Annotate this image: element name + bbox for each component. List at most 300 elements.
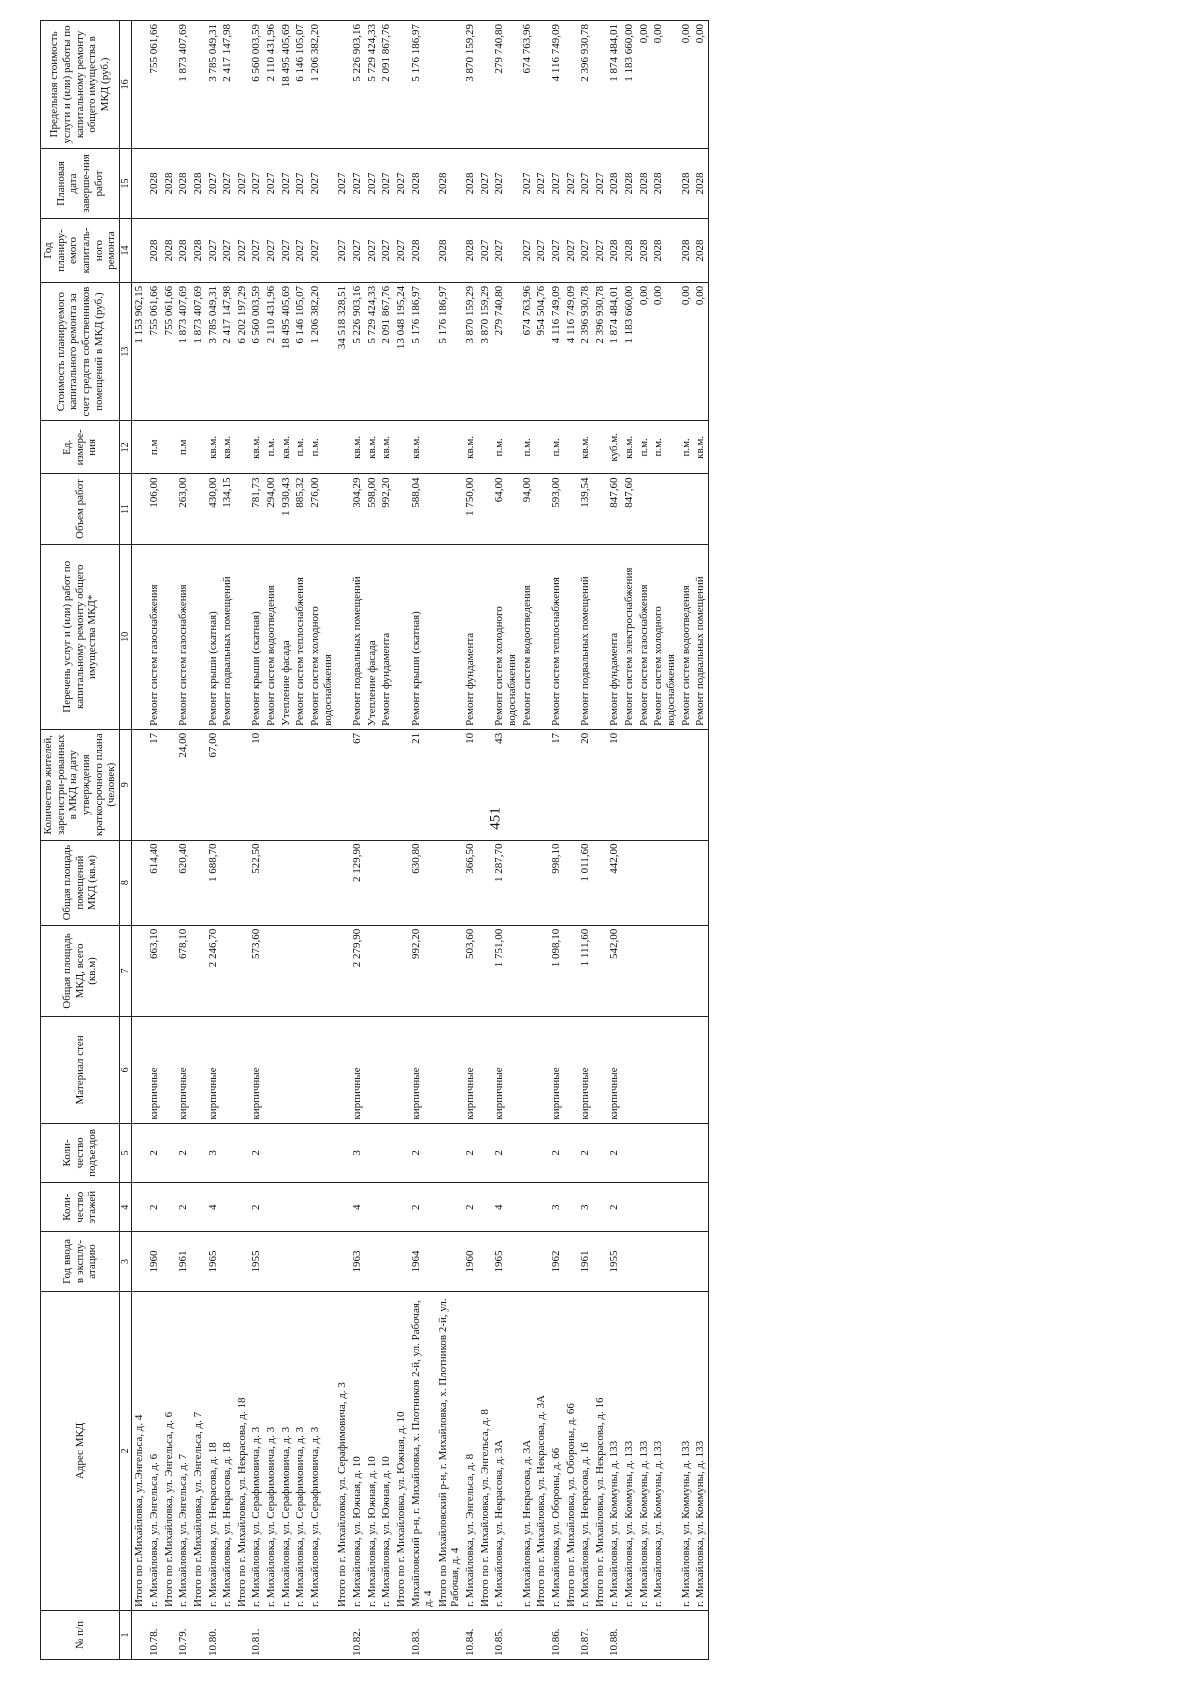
table-cell: п.м [176,421,191,474]
table-cell: 2027 [578,148,593,218]
table-cell [379,1123,394,1183]
table-cell: 10 [607,729,622,840]
table-cell: 3 [578,1183,593,1232]
table-cell: 2 396 930,78 [578,21,593,149]
table-cell: кирпичные [409,1017,436,1123]
table-cell: 2 279,90 [350,925,365,1017]
table-cell: 2 [147,1123,162,1183]
table-cell: Итого по г. Михайловка, ул. Некрасова, д. 18 [235,1291,250,1610]
table-cell: Ремонт подвальных помещений [220,544,235,729]
table-cell: 1 751,00 [492,925,519,1017]
table-cell: 2027 [394,219,409,283]
table-row [549,21,564,1660]
table-cell: 2028 [693,148,708,218]
table-cell [693,1611,708,1660]
table-cell: 2027 [379,219,394,283]
table-cell: г. Михайловка, ул. Энгельса, д. 7 [176,1291,191,1610]
table-cell: 10.78. [147,1611,162,1660]
table-cell: 2 [492,1123,519,1183]
table-cell [308,1232,335,1292]
table-cell: 674 763,96 [520,21,535,149]
table-cell [478,1183,493,1232]
table-cell: г. Михайловка, ул. Энгельса, д. 6 [147,1291,162,1610]
table-cell: 2028 [436,219,463,283]
table-cell [220,1611,235,1660]
table-cell [593,544,608,729]
table-cell: Ремонт фундамента [463,544,478,729]
table-cell: 1964 [409,1232,436,1292]
column-number: 15 [119,148,132,218]
table-cell [162,925,177,1017]
table-cell [162,1183,177,1232]
table-cell: 5 226 903,16 [350,282,365,420]
table-cell [235,421,250,474]
table-cell [365,925,380,1017]
table-cell: 34 518 328,51 [335,282,350,420]
table-cell: 2 [147,1183,162,1232]
table-cell [651,1611,678,1660]
table-cell: 2028 [637,219,652,283]
table-cell: Ремонт систем теплоснабжения [293,544,308,729]
table-cell: 2027 [264,148,279,218]
table-cell [379,1232,394,1292]
table-cell [264,729,279,840]
table-cell [622,729,637,840]
table-cell [379,1017,394,1123]
table-cell [478,840,493,925]
table-cell [520,840,535,925]
table-cell: 2 417 147,98 [220,282,235,420]
table-row [436,21,463,1660]
table-cell [622,840,637,925]
table-cell [478,21,493,149]
table-cell [335,544,350,729]
table-cell: кирпичные [350,1017,365,1123]
table-cell: 2028 [463,219,478,283]
table-cell: 2028 [191,148,206,218]
table-cell [394,1123,409,1183]
table-cell: Итого по г. Михайловка, ул. Некрасова, д. 3А [534,1291,549,1610]
table-cell: 2028 [607,219,622,283]
table-cell: 1 153 962,15 [132,282,147,420]
table-cell: 2027 [206,148,221,218]
table-cell: 2 [549,1123,564,1183]
table-cell [191,421,206,474]
table-cell: кирпичные [578,1017,593,1123]
table-cell: 2027 [520,219,535,283]
table-cell [534,1017,549,1123]
table-cell: 674 763,96 [520,282,535,420]
table-cell: 2027 [394,148,409,218]
table-cell: кв.м. [206,421,221,474]
table-cell [436,925,463,1017]
table-cell [308,1123,335,1183]
table-cell: 2027 [492,219,519,283]
table-cell: 588,04 [409,474,436,544]
table-cell [520,925,535,1017]
table-cell: 0,00 [637,282,652,420]
table-cell: Ремонт подвальных помещений [578,544,593,729]
table-cell: 2 [578,1123,593,1183]
column-number: 10 [119,544,132,729]
table-row [679,21,694,1660]
table-cell: г. Михайловка, ул. Некрасова, д. 18 [206,1291,221,1610]
table-cell: п.м. [520,421,535,474]
table-cell: Ремонт систем электроснабжения [622,544,637,729]
table-cell: Итого по г. Михайловка, ул. Некрасова, д. 16 [593,1291,608,1610]
table-row [593,21,608,1660]
table-cell [308,840,335,925]
table-cell [693,840,708,925]
table-cell: 3 785 049,31 [206,282,221,420]
table-cell [264,1232,279,1292]
table-cell: 593,00 [549,474,564,544]
table-cell [564,840,579,925]
table-cell: 2028 [622,148,637,218]
table-cell: 630,80 [409,840,436,925]
table-cell: 366,50 [463,840,478,925]
table-cell: 2 396 930,78 [578,282,593,420]
table-cell: 2 246,70 [206,925,221,1017]
table-cell: Итого по г.Михайловка, ул. Энгельса, д. 7 [191,1291,206,1610]
table-cell: кв.м. [350,421,365,474]
table-cell: 3 870 159,29 [463,21,478,149]
table-cell [534,840,549,925]
table-cell [191,925,206,1017]
table-cell: 2028 [409,219,436,283]
table-cell: г. Михайловка, ул. Южная, д. 10 [365,1291,380,1610]
table-cell: 4 116 749,09 [564,282,579,420]
table-cell [651,925,678,1017]
table-cell: 2028 [693,219,708,283]
table-cell: п.м. [637,421,652,474]
table-cell: 442,00 [607,840,622,925]
table-cell [308,729,335,840]
table-cell: 10.79. [176,1611,191,1660]
table-cell: Михайловский р-н, г. Михайловка, х. Плотников 2-й, ул. Рабочая, д. 4 [409,1291,436,1610]
table-cell [293,925,308,1017]
table-cell: 21 [409,729,436,840]
table-cell [293,1017,308,1123]
table-cell [622,1611,637,1660]
table-cell [394,474,409,544]
table-cell [520,1611,535,1660]
table-cell: 2028 [162,148,177,218]
table-cell: Ремонт систем газоснабжения [637,544,652,729]
table-cell [520,1232,535,1292]
table-cell: 2027 [220,148,235,218]
table-row [463,21,478,1660]
table-row [206,21,221,1660]
table-cell: 2028 [651,148,678,218]
table-cell: 2027 [478,148,493,218]
table-cell [191,1123,206,1183]
table-cell [693,925,708,1017]
table-cell: 94,00 [520,474,535,544]
table-cell: п.м [147,421,162,474]
table-cell: г. Михайловка, ул. Коммуны, д. 133 [651,1291,678,1610]
table-cell [593,21,608,149]
table-cell [335,1232,350,1292]
table-cell: п.м. [651,421,678,474]
table-cell: 304,29 [350,474,365,544]
table-cell [436,1183,463,1232]
table-cell [162,1611,177,1660]
table-row [622,21,637,1660]
table-cell [564,729,579,840]
table-cell: 67,00 [206,729,221,840]
table-row [520,21,535,1660]
table-cell: 2027 [308,148,335,218]
table-cell: 10.84. [463,1611,478,1660]
table-row [409,21,436,1660]
table-cell [593,1123,608,1183]
table-row [132,21,147,1660]
table-cell [365,1017,380,1123]
table-cell: 2027 [235,148,250,218]
table-cell: 67 [350,729,365,840]
table-cell: 2027 [308,219,335,283]
table-cell [132,148,147,218]
table-cell [651,474,678,544]
table-cell [279,840,294,925]
table-cell: г. Михайловка, ул. Серафимовича, д. 3 [279,1291,294,1610]
table-cell: 1 930,43 [279,474,294,544]
table-cell: 503,60 [463,925,478,1017]
table-cell [622,1232,637,1292]
table-cell [279,1611,294,1660]
table-cell [637,925,652,1017]
table-cell [293,1232,308,1292]
table-cell: 2027 [293,219,308,283]
table-cell [436,1123,463,1183]
table-cell: 10.88. [607,1611,622,1660]
table-cell: 2 091 867,76 [379,21,394,149]
table-row [564,21,579,1660]
table-cell: 10.83. [409,1611,436,1660]
table-cell: 2027 [478,219,493,283]
table-cell: 4 [350,1183,365,1232]
table-cell: 755 061,66 [147,21,162,149]
column-header: Предельная стоимость услуги и (или) работы по капитальному ремонту общего имущества в МКД (руб.) [41,21,120,149]
table-cell [534,544,549,729]
table-cell [220,1183,235,1232]
table-cell [478,1232,493,1292]
table-cell [162,1123,177,1183]
table-cell [191,1232,206,1292]
table-cell [679,729,694,840]
table-cell: п.м. [308,421,335,474]
table-cell [564,544,579,729]
table-cell [679,474,694,544]
table-cell: г. Михайловка, ул. Некрасова, д. 16 [578,1291,593,1610]
table-cell [394,544,409,729]
table-cell: 106,00 [147,474,162,544]
table-cell: 522,50 [249,840,264,925]
table-cell [394,1183,409,1232]
table-cell: 5 729 424,33 [365,21,380,149]
table-cell: 2 [607,1123,622,1183]
table-cell [335,729,350,840]
table-cell [534,925,549,1017]
table-cell: 18 495 405,69 [279,21,294,149]
table-cell: 2028 [147,219,162,283]
table-cell: п.м. [293,421,308,474]
table-cell: 3 870 159,29 [478,282,493,420]
table-cell: 1961 [578,1232,593,1292]
table-cell [651,1017,678,1123]
table-cell: 2027 [564,219,579,283]
table-cell: 6 560 003,59 [249,282,264,420]
table-cell [293,1123,308,1183]
table-cell: кирпичные [607,1017,622,1123]
table-cell: 17 [147,729,162,840]
table-cell: 6 146 105,07 [293,282,308,420]
table-cell [132,421,147,474]
table-cell: 10.85. [492,1611,519,1660]
table-cell: 2027 [279,219,294,283]
table-cell [622,925,637,1017]
table-cell: п.м. [549,421,564,474]
table-cell: 10.81. [249,1611,264,1660]
table-cell [534,729,549,840]
table-cell: 6 560 003,59 [249,21,264,149]
table-cell: 1 874 484,01 [607,21,622,149]
table-cell [478,474,493,544]
table-cell [335,840,350,925]
table-cell [593,474,608,544]
table-cell: п.м. [264,421,279,474]
table-cell: 5 226 903,16 [350,21,365,149]
table-cell: 678,10 [176,925,191,1017]
table-cell: 1 750,00 [463,474,478,544]
table-cell: 2028 [162,219,177,283]
table-cell: 0,00 [693,282,708,420]
table-cell [335,1183,350,1232]
table-cell: 10.86. [549,1611,564,1660]
table-row [693,21,708,1660]
table-cell [308,1183,335,1232]
column-number: 16 [119,21,132,149]
table-cell: Ремонт крыши (скатная) [249,544,264,729]
table-cell [478,544,493,729]
table-cell [220,1123,235,1183]
table-cell [693,729,708,840]
capital-repair-table [40,20,709,1660]
table-cell: 2 [409,1123,436,1183]
table-row [394,21,409,1660]
table-cell: 2 [409,1183,436,1232]
table-cell: 24,00 [176,729,191,840]
table-cell [637,1183,652,1232]
table-cell: 2 396 930,78 [593,282,608,420]
table-cell: 2027 [534,219,549,283]
table-cell [335,421,350,474]
table-cell: 2 [607,1183,622,1232]
table-cell: 2028 [463,148,478,218]
table-cell: кирпичные [147,1017,162,1123]
table-cell: 755 061,66 [147,282,162,420]
table-cell: 2 091 867,76 [379,282,394,420]
table-cell: 279 740,80 [492,21,519,149]
page-number: 451 [487,807,504,830]
table-cell: 2 [463,1123,478,1183]
table-cell: 5 729 424,33 [365,282,380,420]
table-cell [162,840,177,925]
table-cell [279,925,294,1017]
table-cell [520,1183,535,1232]
table-cell: 1 287,70 [492,840,519,925]
table-cell [436,1232,463,1292]
table-cell: Ремонт систем водоотведения [520,544,535,729]
table-cell [308,925,335,1017]
table-cell: 2028 [637,148,652,218]
table-cell: 2028 [176,219,191,283]
table-cell: 2028 [651,219,678,283]
table-cell: 2 [176,1183,191,1232]
table-cell: 1 183 660,00 [622,21,637,149]
table-cell: 2027 [549,148,564,218]
table-cell: 1965 [206,1232,221,1292]
table-cell: 2027 [593,219,608,283]
column-header: Материал стен [41,1017,120,1123]
table-cell: Итого по Михайловский р-н, г. Михайловка, х. Плотников 2-й, ул. Рабочая, д. 4 [436,1291,463,1610]
column-header: Коли-чество этажей [41,1183,120,1232]
table-cell: 17 [549,729,564,840]
column-number-row [119,21,132,1660]
table-cell [279,1017,294,1123]
table-cell [132,925,147,1017]
table-cell [478,925,493,1017]
table-cell: г. Михайловка, ул. Южная, д. 10 [379,1291,394,1610]
table-cell: Итого по г. Михайловка, ул. Энгельса, д. 8 [478,1291,493,1610]
table-cell [564,474,579,544]
table-cell: 2027 [249,148,264,218]
column-header: Перечень услуг и (или) работ по капитальному ремонту общего имущества МКД* [41,544,120,729]
table-cell: г. Михайловка, ул. Коммуны, д. 133 [693,1291,708,1610]
table-row [534,21,549,1660]
table-cell: 847,60 [607,474,622,544]
table-cell [534,21,549,149]
table-cell: 2028 [436,148,463,218]
table-cell: 18 495 405,69 [279,282,294,420]
table-cell [593,729,608,840]
table-cell: 3 [549,1183,564,1232]
table-cell [191,1183,206,1232]
table-cell [365,1611,380,1660]
table-cell: 10 [463,729,478,840]
table-row [365,21,380,1660]
table-cell [379,840,394,925]
table-cell [478,1123,493,1183]
table-cell: 1 206 382,20 [308,21,335,149]
table-cell [132,1611,147,1660]
table-cell [335,1017,350,1123]
table-cell: Ремонт систем водоотведения [679,544,694,729]
table-cell [365,1183,380,1232]
table-cell: 2027 [492,148,519,218]
table-cell: 992,20 [379,474,394,544]
table-cell [436,729,463,840]
table-cell: Ремонт систем водоотведения [264,544,279,729]
table-cell [679,840,694,925]
column-header: Коли-чество подъездов [41,1123,120,1183]
table-cell [293,1183,308,1232]
table-cell: 4 [492,1183,519,1232]
column-header: № п/п [41,1611,120,1660]
table-cell [564,1611,579,1660]
table-cell: 13 048 195,24 [394,282,409,420]
